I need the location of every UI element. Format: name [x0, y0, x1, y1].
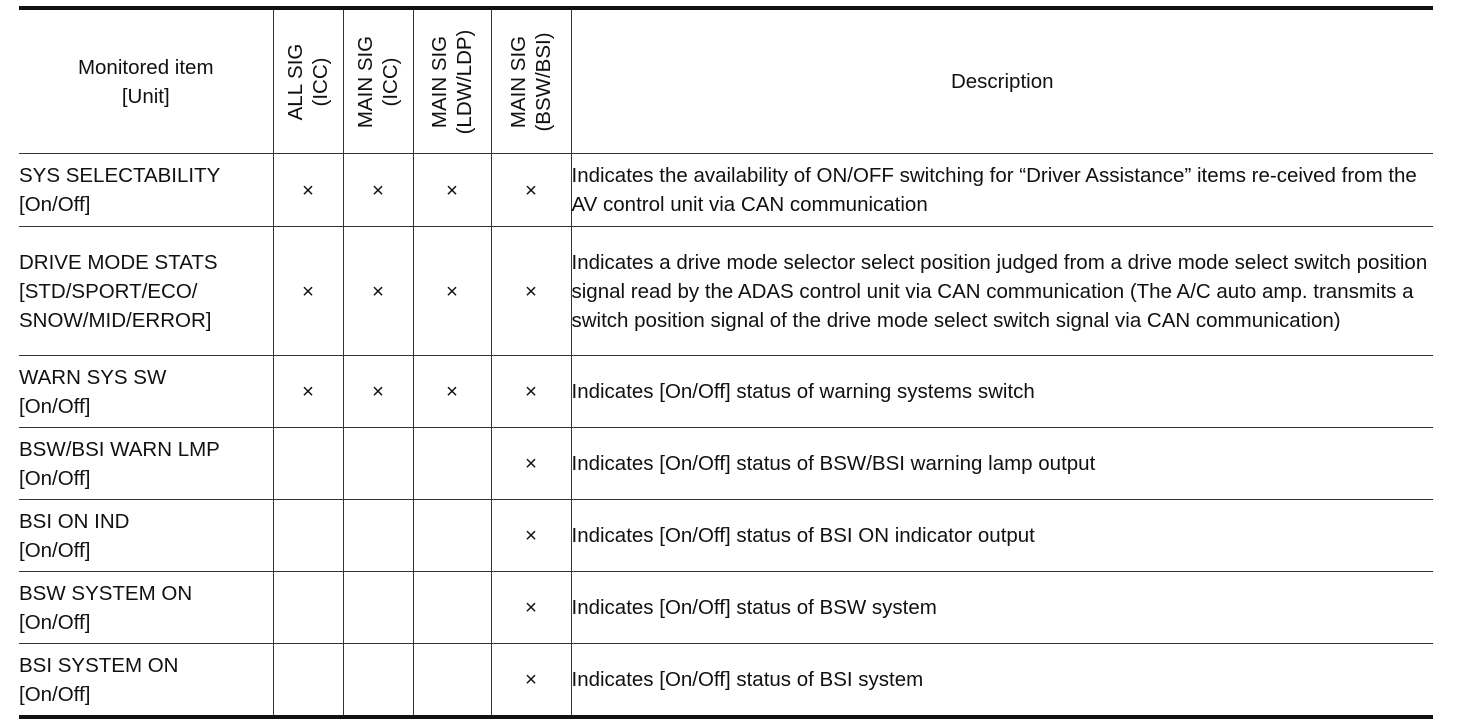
mark-main-sig-icc	[343, 644, 413, 718]
mark-main-sig-bsw-bsi: ×	[491, 500, 571, 572]
mark-main-sig-ldw-ldp	[413, 428, 491, 500]
item-unit: SNOW/MID/ERROR]	[19, 308, 212, 332]
mark-all-sig-icc: ×	[273, 227, 343, 356]
table-row	[19, 356, 1433, 428]
monitored-item-cell	[19, 227, 273, 356]
description-cell: Indicates [On/Off] status of BSI system	[571, 644, 1433, 718]
header-sig-sub: (ICC)	[309, 57, 332, 106]
header-item-unit: [Unit]	[121, 84, 170, 108]
header-monitored-item	[19, 8, 273, 154]
description-cell: Indicates [On/Off] status of warning systems switch	[571, 356, 1433, 428]
mark-all-sig-icc: ×	[273, 356, 343, 428]
item-name: SYS SELECTABILITY	[19, 164, 221, 187]
table-row	[19, 572, 1433, 644]
description-cell: Indicates the availability of ON/OFF switching for “Driver Assistance” items re-ceived from the AV control unit via CAN communication	[571, 154, 1433, 227]
mark-main-sig-icc: ×	[343, 154, 413, 227]
mark-main-sig-icc	[343, 428, 413, 500]
mark-main-sig-bsw-bsi: ×	[491, 428, 571, 500]
mark-main-sig-icc: ×	[343, 356, 413, 428]
header-sig-sub: (BSW/BSI)	[532, 31, 555, 132]
mark-main-sig-ldw-ldp	[413, 500, 491, 572]
item-unit: [On/Off]	[19, 466, 91, 490]
item-name: BSW/BSI WARN LMP	[19, 437, 220, 461]
mark-main-sig-icc: ×	[343, 227, 413, 356]
header-main-sig-bsw-bsi	[491, 8, 571, 154]
item-name: BSW SYSTEM ON	[19, 581, 193, 605]
mark-main-sig-icc	[343, 500, 413, 572]
monitored-item-cell	[19, 644, 273, 718]
description-cell: Indicates [On/Off] status of BSI ON indicator output	[571, 500, 1433, 572]
mark-main-sig-icc	[343, 572, 413, 644]
table-row	[19, 644, 1433, 718]
mark-main-sig-bsw-bsi: ×	[491, 572, 571, 644]
description-cell: Indicates a drive mode selector select position judged from a drive mode select switch position signal read by the ADAS control unit via CAN communication (The A/C auto amp. transmits a switch position signal of the drive mode select switch signal via CAN communication)	[571, 227, 1433, 356]
monitored-item-cell	[19, 154, 273, 227]
mark-all-sig-icc: ×	[273, 154, 343, 227]
item-unit: [On/Off]	[19, 193, 91, 216]
header-sig-label: MAIN SIG	[428, 35, 451, 128]
header-sig-label: MAIN SIG	[507, 35, 530, 128]
item-unit: [On/Off]	[19, 610, 91, 634]
mark-all-sig-icc	[273, 572, 343, 644]
mark-main-sig-ldw-ldp	[413, 644, 491, 718]
table-row	[19, 154, 1433, 227]
mark-all-sig-icc	[273, 644, 343, 718]
monitored-item-cell	[19, 500, 273, 572]
mark-main-sig-bsw-bsi: ×	[491, 227, 571, 356]
header-sig-sub: (ICC)	[379, 57, 402, 106]
mark-main-sig-ldw-ldp	[413, 572, 491, 644]
item-name: WARN SYS SW	[19, 365, 167, 389]
header-row	[19, 8, 1433, 154]
item-name: BSI ON IND	[19, 509, 130, 533]
mark-main-sig-bsw-bsi: ×	[491, 644, 571, 718]
item-name: BSI SYSTEM ON	[19, 653, 179, 677]
monitored-item-cell	[19, 428, 273, 500]
mark-main-sig-ldw-ldp: ×	[413, 356, 491, 428]
description-cell: Indicates [On/Off] status of BSW/BSI warning lamp output	[571, 428, 1433, 500]
item-unit: [STD/SPORT/ECO/	[19, 279, 198, 303]
header-item-label: Monitored item	[77, 55, 214, 79]
header-main-sig-ldw-ldp	[413, 8, 491, 154]
mark-all-sig-icc	[273, 500, 343, 572]
header-description: Description	[571, 8, 1433, 154]
mark-main-sig-ldw-ldp: ×	[413, 227, 491, 356]
mark-main-sig-ldw-ldp: ×	[413, 154, 491, 227]
mark-main-sig-bsw-bsi: ×	[491, 356, 571, 428]
item-name: DRIVE MODE STATS	[19, 250, 218, 274]
mark-all-sig-icc	[273, 428, 343, 500]
table-row	[19, 428, 1433, 500]
header-sig-sub: (LDW/LDP)	[453, 29, 476, 134]
header-all-sig-icc	[273, 8, 343, 154]
table-row	[19, 500, 1433, 572]
header-sig-label: ALL SIG	[284, 43, 307, 120]
header-sig-label: MAIN SIG	[354, 35, 377, 128]
header-main-sig-icc	[343, 8, 413, 154]
table-row	[19, 227, 1433, 356]
item-unit: [On/Off]	[19, 682, 91, 706]
monitor-items-table	[19, 6, 1433, 719]
monitored-item-cell	[19, 572, 273, 644]
item-unit: [On/Off]	[19, 538, 91, 562]
mark-main-sig-bsw-bsi: ×	[491, 154, 571, 227]
description-cell: Indicates [On/Off] status of BSW system	[571, 572, 1433, 644]
item-unit: [On/Off]	[19, 394, 91, 418]
monitored-item-cell	[19, 356, 273, 428]
